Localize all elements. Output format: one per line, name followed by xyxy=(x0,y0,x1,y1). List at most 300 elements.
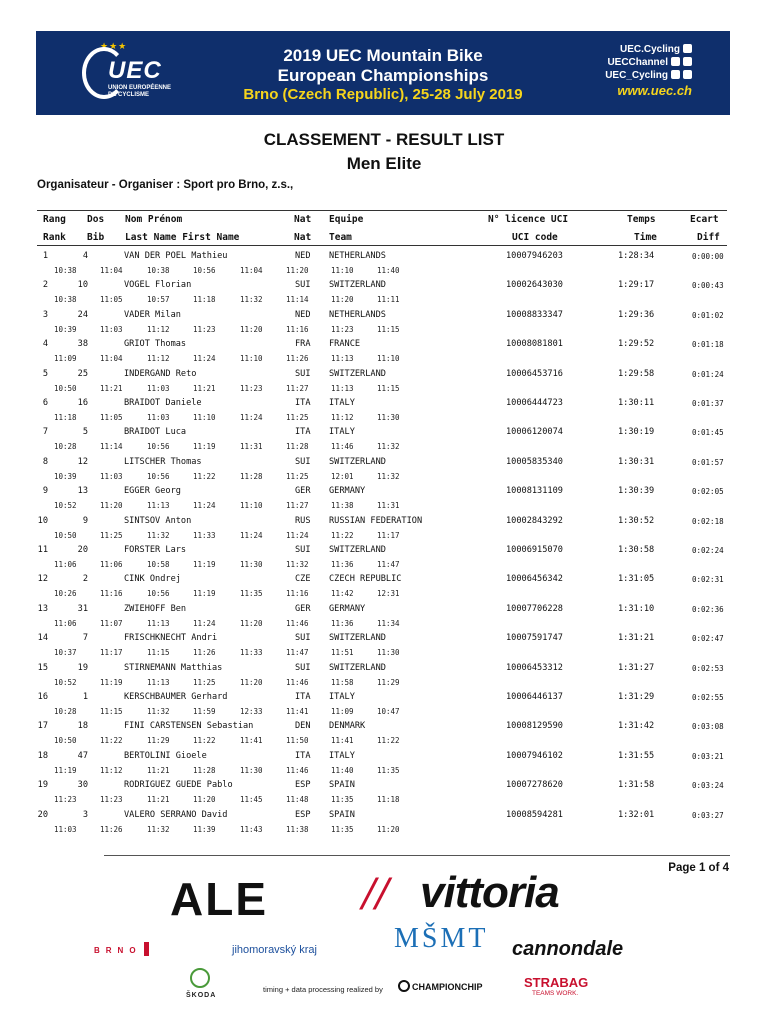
cell-lap-split: 11:07 xyxy=(100,618,123,628)
col-header-nat: Nat xyxy=(294,214,312,225)
cell-diff: 0:02:55 xyxy=(692,693,724,702)
cell-uci: 10006444723 xyxy=(506,398,563,408)
cell-rank: 1 xyxy=(42,251,48,261)
cell-name: VOGEL Florian xyxy=(124,280,192,291)
cell-bib: 47 xyxy=(77,750,88,761)
cell-rank: 2 xyxy=(42,280,48,291)
cell-lap-split: 11:20 xyxy=(377,824,400,834)
cell-name: FINI CARSTENSEN Sebastian xyxy=(124,721,254,732)
cell-lap-split: 11:14 xyxy=(100,442,123,452)
footer-rule xyxy=(104,855,730,856)
cell-lap-split: 10:28 xyxy=(54,442,77,452)
col-header-time: Time xyxy=(634,232,657,243)
table-row xyxy=(0,780,768,809)
cell-uci: 10008081801 xyxy=(506,339,563,350)
cannondale-logo: cannondale xyxy=(512,938,624,960)
cell-name: INDERGAND Reto xyxy=(124,368,197,379)
cell-lap-split: 11:32 xyxy=(147,824,170,834)
cell-diff: 0:02:18 xyxy=(692,516,724,526)
cell-lap-split: 10:56 xyxy=(147,471,170,481)
cell-name: VADER Milan xyxy=(124,309,181,320)
cell-lap-split: 11:19 xyxy=(193,560,216,569)
cell-diff: 0:02:24 xyxy=(692,546,724,555)
cell-rank: 17 xyxy=(37,721,48,732)
cell-diff: 0:02:47 xyxy=(692,634,724,644)
cell-name: FORSTER Lars xyxy=(124,545,187,555)
cell-bib: 30 xyxy=(77,780,88,791)
cell-lap-split: 11:18 xyxy=(377,795,400,805)
cell-lap-split: 10:39 xyxy=(54,324,77,334)
cell-lap-split: 11:32 xyxy=(147,707,170,716)
cell-lap-split: 11:22 xyxy=(377,736,400,746)
cell-lap-split: 11:19 xyxy=(54,765,77,775)
cell-rank: 12 xyxy=(37,574,48,585)
cell-name: SINTSOV Anton xyxy=(124,515,192,526)
cell-lap-split: 11:31 xyxy=(240,442,263,452)
table-row xyxy=(0,663,768,692)
cell-nat: ITA xyxy=(295,692,311,702)
table-header-rule xyxy=(37,245,727,246)
cell-time: 1:31:21 xyxy=(618,633,655,644)
cell-rank: 10 xyxy=(37,515,48,526)
championchip-icon xyxy=(398,980,410,992)
cell-time: 1:31:58 xyxy=(618,780,655,791)
cell-team: SPAIN xyxy=(329,780,355,791)
cell-nat: ESP xyxy=(295,809,311,820)
cell-name: VALERO SERRANO David xyxy=(124,809,228,820)
cell-lap-split: 11:24 xyxy=(193,618,216,628)
cell-diff: 0:02:36 xyxy=(692,604,724,614)
cell-lap-split: 11:32 xyxy=(377,471,400,481)
cell-lap-split: 11:23 xyxy=(54,795,77,805)
col-header-name: Last Name First Name xyxy=(125,232,240,243)
social-facebook[interactable]: UEC.Cycling xyxy=(619,44,680,55)
cell-name: VAN DER POEL Mathieu xyxy=(124,251,228,261)
table-row xyxy=(0,692,768,721)
cell-bib: 7 xyxy=(82,633,88,644)
cell-team: DENMARK xyxy=(329,721,366,732)
cell-lap-split: 11:22 xyxy=(331,530,354,540)
cell-nat: RUS xyxy=(295,515,311,526)
cell-uci: 10007278620 xyxy=(506,780,563,791)
cell-diff: 0:01:57 xyxy=(692,457,724,467)
vittoria-mark-icon: // xyxy=(362,867,389,920)
cell-nat: SUI xyxy=(295,280,311,291)
table-row xyxy=(0,398,768,427)
cell-lap-split: 11:48 xyxy=(286,795,309,805)
cell-lap-split: 11:23 xyxy=(240,383,263,393)
cell-time: 1:31:27 xyxy=(618,662,655,673)
cell-team: ITALY xyxy=(329,692,355,702)
cell-lap-split: 11:27 xyxy=(286,501,309,511)
strabag-tagline: TEAMS WORK. xyxy=(532,990,579,997)
cell-lap-split: 11:26 xyxy=(193,648,216,658)
cell-bib: 10 xyxy=(77,280,88,291)
cell-time: 1:31:29 xyxy=(618,692,655,702)
cell-lap-split: 11:16 xyxy=(286,324,309,334)
cell-time: 1:30:39 xyxy=(618,486,655,497)
cell-lap-split: 11:40 xyxy=(331,765,354,775)
cell-uci: 10006453312 xyxy=(506,662,563,673)
cell-rank: 20 xyxy=(37,809,48,820)
cell-time: 1:30:31 xyxy=(618,456,655,467)
table-row xyxy=(0,486,768,515)
table-row xyxy=(0,457,768,486)
cell-lap-split: 11:21 xyxy=(147,765,170,775)
strabag-logo: STRABAG xyxy=(524,975,589,990)
cell-name: KERSCHBAUMER Gerhard xyxy=(124,692,228,702)
cell-rank: 4 xyxy=(42,339,48,350)
social-twitter[interactable]: UEC_Cycling xyxy=(605,70,668,81)
cell-lap-split: 10:50 xyxy=(54,736,77,746)
cell-rank: 14 xyxy=(37,633,48,644)
cell-lap-split: 10:56 xyxy=(147,442,170,452)
cell-lap-split: 11:10 xyxy=(377,354,400,364)
cell-name: ZWIEHOFF Ben xyxy=(124,603,187,614)
cell-lap-split: 11:21 xyxy=(193,383,216,393)
organiser-text: Organisateur - Organiser : Sport pro Brno, z.s., xyxy=(37,179,294,191)
cell-time: 1:30:52 xyxy=(618,515,655,526)
cell-time: 1:29:58 xyxy=(618,368,655,379)
cell-lap-split: 11:11 xyxy=(377,295,400,305)
cell-team: SWITZERLAND xyxy=(329,368,386,379)
cell-uci: 10006446137 xyxy=(506,692,563,702)
cell-lap-split: 11:16 xyxy=(286,589,309,599)
cell-lap-split: 11:22 xyxy=(100,736,123,746)
table-row xyxy=(0,251,768,280)
cell-time: 1:31:42 xyxy=(618,721,655,732)
cell-time: 1:30:11 xyxy=(618,398,655,408)
cell-lap-split: 11:12 xyxy=(331,413,354,422)
cell-lap-split: 11:35 xyxy=(331,824,354,834)
cell-lap-split: 11:10 xyxy=(240,501,263,511)
cell-lap-split: 11:26 xyxy=(286,354,309,364)
cell-uci: 10006915070 xyxy=(506,545,563,555)
cell-uci: 10008833347 xyxy=(506,309,563,320)
cell-lap-split: 11:24 xyxy=(286,530,309,540)
col-header-temps: Temps xyxy=(627,214,656,225)
cell-rank: 15 xyxy=(37,662,48,673)
category-title: Men Elite xyxy=(346,154,422,173)
cell-lap-split: 11:24 xyxy=(193,354,216,364)
cell-lap-split: 11:23 xyxy=(100,795,123,805)
cell-lap-split: 11:13 xyxy=(147,618,170,628)
cell-nat: CZE xyxy=(295,574,311,585)
cell-diff: 0:00:00 xyxy=(692,252,724,261)
cell-bib: 5 xyxy=(82,427,88,438)
cell-lap-split: 10:38 xyxy=(54,295,77,305)
cell-team: FRANCE xyxy=(329,339,361,350)
cell-lap-split: 11:33 xyxy=(240,648,263,658)
cell-lap-split: 11:20 xyxy=(240,324,263,334)
cell-bib: 4 xyxy=(82,251,88,261)
cell-lap-split: 11:22 xyxy=(193,471,216,481)
vittoria-logo xyxy=(362,866,620,920)
cell-rank: 9 xyxy=(42,486,48,497)
cell-lap-split: 11:13 xyxy=(147,677,170,687)
cell-lap-split: 11:41 xyxy=(240,736,263,746)
cell-lap-split: 11:18 xyxy=(54,413,77,422)
cell-lap-split: 11:06 xyxy=(54,618,77,628)
cell-lap-split: 11:30 xyxy=(240,765,263,775)
cell-lap-split: 11:28 xyxy=(286,442,309,452)
instagram-icon xyxy=(683,70,692,79)
cell-nat: ITA xyxy=(295,398,311,408)
cell-lap-split: 11:32 xyxy=(240,295,263,305)
cell-nat: SUI xyxy=(295,662,311,673)
cell-nat: SUI xyxy=(295,545,311,555)
cell-nat: FRA xyxy=(295,339,311,350)
cell-time: 1:29:52 xyxy=(618,339,655,350)
cell-lap-split: 10:38 xyxy=(147,266,170,275)
cell-team: NETHERLANDS xyxy=(329,309,386,320)
cell-lap-split: 10:50 xyxy=(54,530,77,540)
cell-uci: 10006456342 xyxy=(506,574,563,585)
cell-bib: 20 xyxy=(77,545,88,555)
cell-lap-split: 11:12 xyxy=(100,765,123,775)
cell-nat: NED xyxy=(295,309,311,320)
cell-bib: 31 xyxy=(77,603,88,614)
table-row xyxy=(0,427,768,456)
cell-diff: 0:02:05 xyxy=(692,487,724,497)
cell-lap-split: 11:23 xyxy=(331,324,354,334)
cell-nat: SUI xyxy=(295,456,311,467)
cell-lap-split: 12:01 xyxy=(331,471,354,481)
cell-team: NETHERLANDS xyxy=(329,251,386,261)
cell-team: SPAIN xyxy=(329,809,355,820)
page-title: CLASSEMENT - RESULT LIST xyxy=(263,130,505,149)
cell-lap-split: 11:25 xyxy=(286,471,309,481)
cell-lap-split: 11:15 xyxy=(147,648,170,658)
cell-lap-split: 11:28 xyxy=(240,471,263,481)
cell-lap-split: 10:56 xyxy=(147,589,170,599)
table-top-rule xyxy=(37,210,727,211)
cell-lap-split: 11:34 xyxy=(377,618,400,628)
cell-bib: 2 xyxy=(82,574,88,585)
cell-lap-split: 11:26 xyxy=(100,824,123,834)
col-header-nat-en: Nat xyxy=(294,232,312,243)
cell-team: GERMANY xyxy=(329,486,366,497)
banner-title-line1: 2019 UEC Mountain Bike xyxy=(283,46,483,65)
cell-lap-split: 11:20 xyxy=(286,266,309,275)
cell-lap-split: 11:12 xyxy=(147,354,170,364)
cell-rank: 18 xyxy=(37,750,48,761)
cell-lap-split: 11:39 xyxy=(193,824,216,834)
cell-lap-split: 11:25 xyxy=(286,413,309,422)
cell-name: RODRIGUEZ GUEDE Pablo xyxy=(124,780,233,791)
cell-diff: 0:02:53 xyxy=(692,663,724,673)
cell-bib: 13 xyxy=(77,486,88,497)
cell-rank: 6 xyxy=(42,398,48,408)
cell-rank: 19 xyxy=(37,780,48,791)
cell-diff: 0:01:37 xyxy=(692,399,724,408)
cell-lap-split: 11:06 xyxy=(100,560,123,569)
cell-lap-split: 11:20 xyxy=(331,295,354,305)
cell-lap-split: 11:46 xyxy=(286,765,309,775)
cell-uci: 10008594281 xyxy=(506,809,563,820)
col-header-team: Team xyxy=(329,232,352,243)
cell-lap-split: 10:28 xyxy=(54,707,77,716)
cell-time: 1:28:34 xyxy=(618,251,655,261)
cell-lap-split: 11:15 xyxy=(377,383,400,393)
col-header-bib: Bib xyxy=(87,232,105,243)
cell-lap-split: 11:29 xyxy=(147,736,170,746)
cell-lap-split: 10:39 xyxy=(54,471,77,481)
cell-lap-split: 10:37 xyxy=(54,648,77,658)
cell-lap-split: 11:46 xyxy=(286,677,309,687)
table-row xyxy=(0,339,768,368)
cell-name: STIRNEMANN Matthias xyxy=(124,662,223,673)
page-indicator: Page 1 of 4 xyxy=(668,862,729,874)
cell-nat: SUI xyxy=(295,633,311,644)
cell-lap-split: 11:04 xyxy=(240,266,263,275)
cell-lap-split: 11:13 xyxy=(331,383,354,393)
cell-diff: 0:03:27 xyxy=(692,810,724,820)
table-row xyxy=(0,810,768,839)
cell-bib: 18 xyxy=(77,721,88,732)
cell-lap-split: 11:32 xyxy=(147,530,170,540)
cell-lap-split: 11:32 xyxy=(286,560,309,569)
cell-nat: NED xyxy=(295,251,311,261)
table-row xyxy=(0,545,768,574)
cell-lap-split: 11:32 xyxy=(377,442,400,452)
cell-team: GERMANY xyxy=(329,603,366,614)
cell-team: ITALY xyxy=(329,750,355,761)
col-header-ecart: Ecart xyxy=(690,214,719,225)
cell-nat: SUI xyxy=(295,368,311,379)
cell-lap-split: 11:13 xyxy=(147,501,170,511)
cell-lap-split: 11:04 xyxy=(100,266,123,275)
twitter-icon xyxy=(671,70,680,79)
cell-lap-split: 10:47 xyxy=(377,707,400,716)
cell-uci: 10008129590 xyxy=(506,721,563,732)
cell-lap-split: 11:47 xyxy=(286,648,309,658)
cell-uci: 10002643030 xyxy=(506,280,563,291)
cell-lap-split: 10:26 xyxy=(54,589,77,599)
cell-uci: 10005835340 xyxy=(506,456,563,467)
banner-title-line2: European Championships xyxy=(277,66,489,85)
cell-bib: 19 xyxy=(77,662,88,673)
cell-lap-split: 11:24 xyxy=(240,530,263,540)
jmk-logo: jihomoravský kraj xyxy=(232,944,317,956)
brno-wordmark: BRNO xyxy=(94,946,142,955)
cell-rank: 16 xyxy=(37,692,48,702)
col-header-uci-code: UCI code xyxy=(512,232,558,243)
table-row xyxy=(0,604,768,633)
cell-time: 1:31:10 xyxy=(618,603,655,614)
col-header-licence: N° licence UCI xyxy=(488,214,569,225)
social-youtube[interactable]: UECChannel xyxy=(607,57,668,68)
cell-lap-split: 12:33 xyxy=(240,707,263,716)
cell-uci: 10002843292 xyxy=(506,515,563,526)
cell-lap-split: 11:03 xyxy=(100,471,123,481)
cell-lap-split: 11:38 xyxy=(331,501,354,511)
cell-lap-split: 11:59 xyxy=(193,707,216,716)
cell-lap-split: 11:19 xyxy=(100,677,123,687)
cell-bib: 25 xyxy=(77,368,88,379)
cell-lap-split: 11:40 xyxy=(377,266,400,275)
cell-diff: 0:01:24 xyxy=(692,369,724,379)
cell-lap-split: 11:20 xyxy=(240,677,263,687)
table-row xyxy=(0,516,768,545)
skoda-logo: ŠKODA xyxy=(186,992,217,999)
cell-lap-split: 11:45 xyxy=(240,795,263,805)
cell-lap-split: 11:03 xyxy=(100,324,123,334)
cell-lap-split: 11:21 xyxy=(147,795,170,805)
cell-team: ITALY xyxy=(329,427,355,438)
cell-lap-split: 11:41 xyxy=(286,707,309,716)
cell-lap-split: 11:18 xyxy=(193,295,216,305)
cell-uci: 10008131109 xyxy=(506,486,563,497)
cell-uci: 10007946102 xyxy=(506,750,563,761)
cell-lap-split: 11:03 xyxy=(147,383,170,393)
cell-lap-split: 10:56 xyxy=(193,266,216,275)
cell-rank: 7 xyxy=(42,427,48,438)
cell-lap-split: 11:19 xyxy=(193,442,216,452)
cell-bib: 12 xyxy=(77,456,88,467)
cell-lap-split: 11:38 xyxy=(286,824,309,834)
cell-diff: 0:03:24 xyxy=(692,781,724,791)
cell-lap-split: 11:30 xyxy=(377,413,400,422)
cell-lap-split: 11:05 xyxy=(100,413,123,422)
col-header-rang: Rang xyxy=(43,214,66,225)
cell-rank: 8 xyxy=(42,456,48,467)
championchip-wordmark: CHAMPIONCHIP xyxy=(412,982,483,992)
cell-lap-split: 11:25 xyxy=(100,530,123,540)
cell-diff: 0:00:43 xyxy=(692,281,724,291)
header-banner xyxy=(36,31,730,115)
cell-team: SWITZERLAND xyxy=(329,662,386,673)
cell-lap-split: 11:19 xyxy=(193,589,216,599)
cell-lap-split: 11:22 xyxy=(193,736,216,746)
table-row xyxy=(0,751,768,780)
cell-lap-split: 11:14 xyxy=(286,295,309,305)
cell-team: SWITZERLAND xyxy=(329,280,386,291)
cell-bib: 16 xyxy=(77,398,88,408)
cell-lap-split: 11:20 xyxy=(240,618,263,628)
website-link[interactable]: www.uec.ch xyxy=(617,83,692,98)
cell-team: RUSSIAN FEDERATION xyxy=(329,515,423,526)
cell-lap-split: 11:23 xyxy=(193,324,216,334)
cell-lap-split: 11:27 xyxy=(286,383,309,393)
cell-lap-split: 11:17 xyxy=(377,530,400,540)
cell-lap-split: 11:12 xyxy=(147,324,170,334)
cell-team: SWITZERLAND xyxy=(329,545,386,555)
cell-lap-split: 11:25 xyxy=(193,677,216,687)
cell-lap-split: 11:46 xyxy=(331,442,354,452)
cell-team: ITALY xyxy=(329,398,355,408)
cell-lap-split: 10:52 xyxy=(54,677,77,687)
cell-lap-split: 11:58 xyxy=(331,677,354,687)
table-row xyxy=(0,280,768,309)
cell-bib: 24 xyxy=(77,309,88,320)
cell-nat: ESP xyxy=(295,780,311,791)
cell-diff: 0:03:21 xyxy=(692,751,724,761)
cell-time: 1:30:19 xyxy=(618,427,655,438)
cell-time: 1:29:36 xyxy=(618,309,655,320)
table-row xyxy=(0,310,768,339)
cell-lap-split: 10:50 xyxy=(54,383,77,393)
cell-lap-split: 11:09 xyxy=(54,354,77,364)
cell-lap-split: 11:51 xyxy=(331,648,354,658)
cell-nat: ITA xyxy=(295,750,311,761)
cell-lap-split: 11:03 xyxy=(54,824,77,834)
cell-name: BERTOLINI Gioele xyxy=(124,750,207,761)
col-header-rank: Rank xyxy=(43,232,66,243)
col-header-equipe: Equipe xyxy=(329,214,364,225)
cell-nat: ITA xyxy=(295,427,311,438)
cell-lap-split: 11:46 xyxy=(286,618,309,628)
